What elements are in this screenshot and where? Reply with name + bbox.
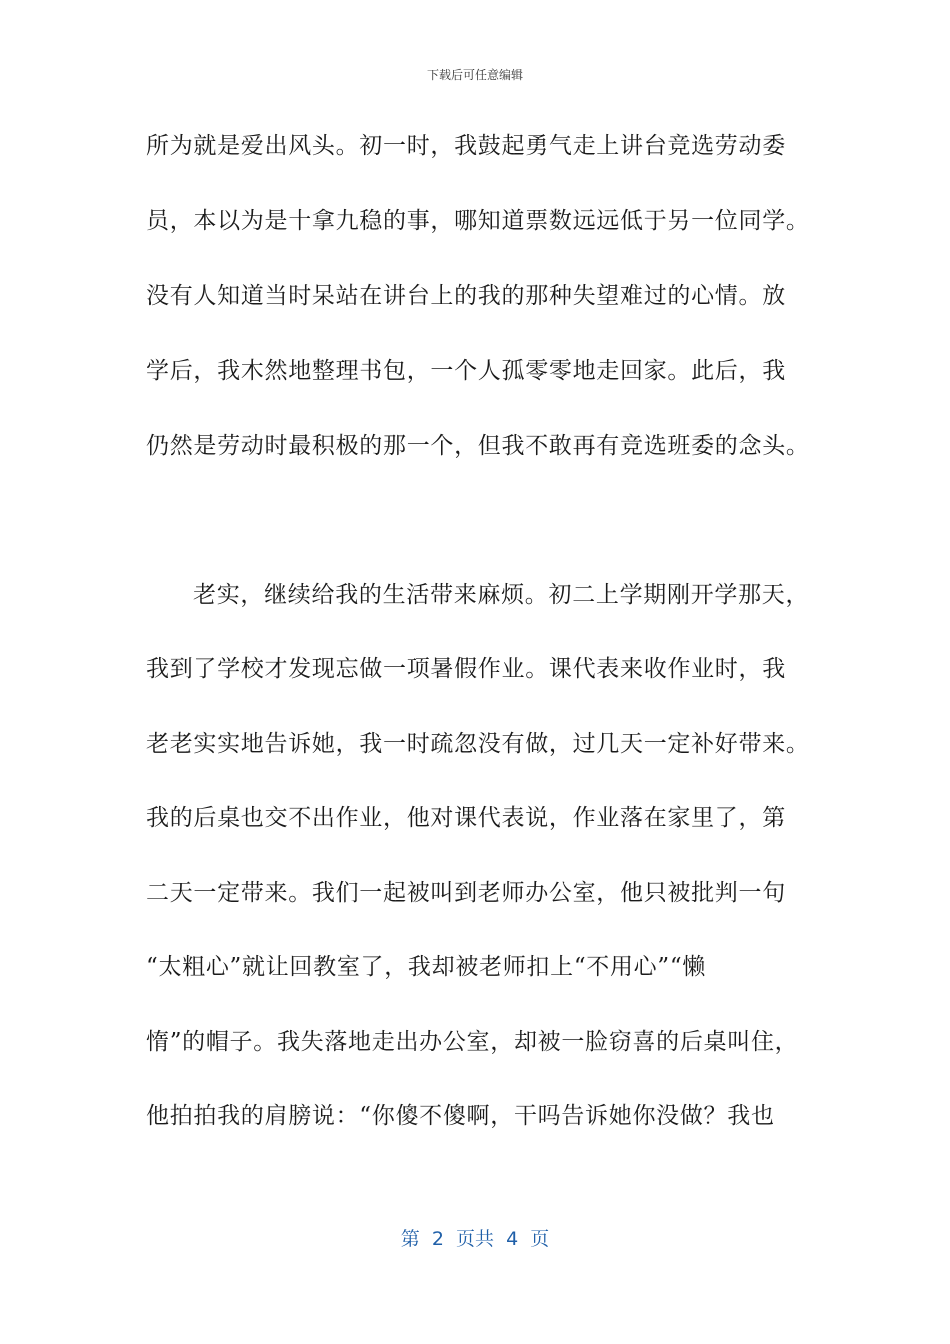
- paragraph-2-line-4: 我的后桌也交不出作业，他对课代表说，作业落在家里了，第: [146, 805, 786, 831]
- paragraph-1-line-2: 员，本以为是十拿九稳的事，哪知道票数远远低于另一位同学。: [146, 208, 810, 234]
- paragraph-1-line-4: 学后，我木然地整理书包，一个人孤零零地走回家。此后，我: [146, 358, 786, 384]
- page-number-footer: 第 2 页共 4 页: [400, 1228, 550, 1250]
- paragraph-1-line-1: 所为就是爱出风头。初一时，我鼓起勇气走上讲台竞选劳动委: [146, 133, 786, 159]
- paragraph-2-line-7: 惰”的帽子。我失落地走出办公室，却被一脸窃喜的后桌叫住，: [146, 1029, 799, 1055]
- paragraph-2-line-3: 老老实实地告诉她，我一时疏忽没有做，过几天一定补好带来。: [146, 731, 810, 757]
- paragraph-2-line-2: 我到了学校才发现忘做一项暑假作业。课代表来收作业时，我: [146, 656, 786, 682]
- paragraph-2-line-5: 二天一定带来。我们一起被叫到老师办公室，他只被批判一句: [146, 880, 786, 906]
- page-header: 下载后可任意编辑: [426, 68, 523, 82]
- paragraph-2-line-1: 老实，继续给我的生活带来麻烦。初二上学期刚开学那天，: [193, 582, 810, 608]
- paragraph-1-line-3: 没有人知道当时呆站在讲台上的我的那种失望难过的心情。放: [146, 283, 786, 309]
- paragraph-2-line-8: 他拍拍我的肩膀说：“你傻不傻啊，干吗告诉她你没做？我也: [146, 1103, 775, 1129]
- paragraph-1-line-5: 仍然是劳动时最积极的那一个，但我不敢再有竞选班委的念头。: [146, 433, 810, 459]
- paragraph-2-line-6: “太粗心”就让回教室了，我却被老师扣上“不用心”“懒: [146, 954, 706, 980]
